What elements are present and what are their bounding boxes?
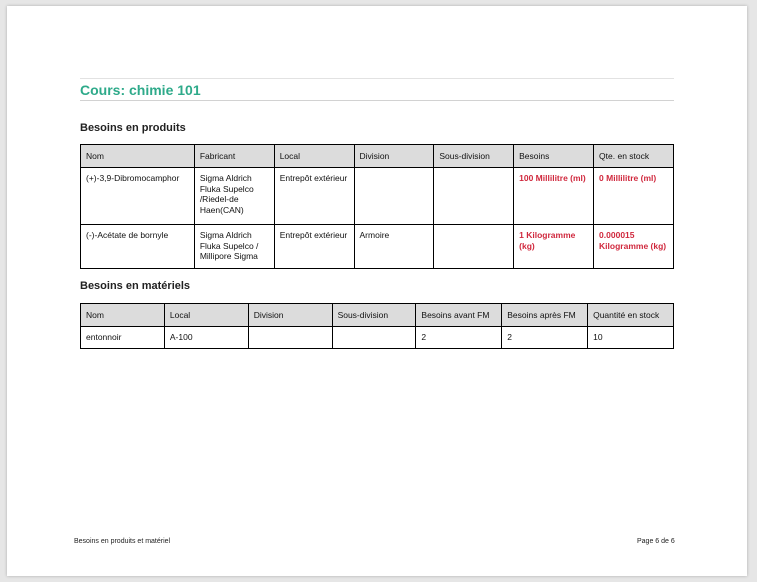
course-title: Cours: chimie 101 [80, 78, 674, 101]
material-stock: 10 [588, 327, 674, 349]
products-section-title: Besoins en produits [80, 122, 186, 134]
material-needs-before: 2 [416, 327, 502, 349]
footer-page-number: Page 6 de 6 [637, 538, 675, 545]
product-division [354, 168, 434, 225]
product-location: Entrepôt extérieur [274, 225, 354, 269]
product-stock: 0 Millilitre (ml) [594, 168, 674, 225]
product-needs: 1 Kilogramme (kg) [514, 225, 594, 269]
product-name: (-)-Acétate de bornyle [81, 225, 195, 269]
table-header-row [81, 304, 674, 327]
products-table [80, 144, 674, 269]
footer-document-title: Besoins en produits et matériel [74, 538, 171, 545]
product-subdivision [434, 225, 514, 269]
product-division: Armoire [354, 225, 434, 269]
column-header: Quantité en stock [588, 304, 674, 327]
table-row [81, 327, 674, 349]
materials-table [80, 303, 674, 349]
product-manufacturer: Sigma Aldrich Fluka Supelco /Riedel-de Haen(CAN) [194, 168, 274, 225]
column-header: Sous-division [434, 145, 514, 168]
column-header: Sous-division [332, 304, 416, 327]
column-header: Besoins avant FM [416, 304, 502, 327]
material-needs-after: 2 [502, 327, 588, 349]
material-name: entonnoir [81, 327, 165, 349]
column-header: Nom [81, 304, 165, 327]
product-name: (+)-3,9-Dibromocamphor [81, 168, 195, 225]
table-row [81, 168, 674, 225]
product-stock: 0.000015 Kilogramme (kg) [594, 225, 674, 269]
column-header: Division [354, 145, 434, 168]
material-location: A-100 [164, 327, 248, 349]
product-location: Entrepôt extérieur [274, 168, 354, 225]
product-needs: 100 Millilitre (ml) [514, 168, 594, 225]
material-division [248, 327, 332, 349]
column-header: Local [274, 145, 354, 168]
column-header: Qte. en stock [594, 145, 674, 168]
column-header: Fabricant [194, 145, 274, 168]
column-header: Division [248, 304, 332, 327]
material-subdivision [332, 327, 416, 349]
materials-section-title: Besoins en matériels [80, 280, 191, 292]
column-header: Besoins après FM [502, 304, 588, 327]
table-header-row [81, 145, 674, 168]
product-manufacturer: Sigma Aldrich Fluka Supelco / Millipore Sigma [194, 225, 274, 269]
report-page [7, 6, 747, 576]
column-header: Local [164, 304, 248, 327]
column-header: Besoins [514, 145, 594, 168]
column-header: Nom [81, 145, 195, 168]
table-row [81, 225, 674, 269]
product-subdivision [434, 168, 514, 225]
